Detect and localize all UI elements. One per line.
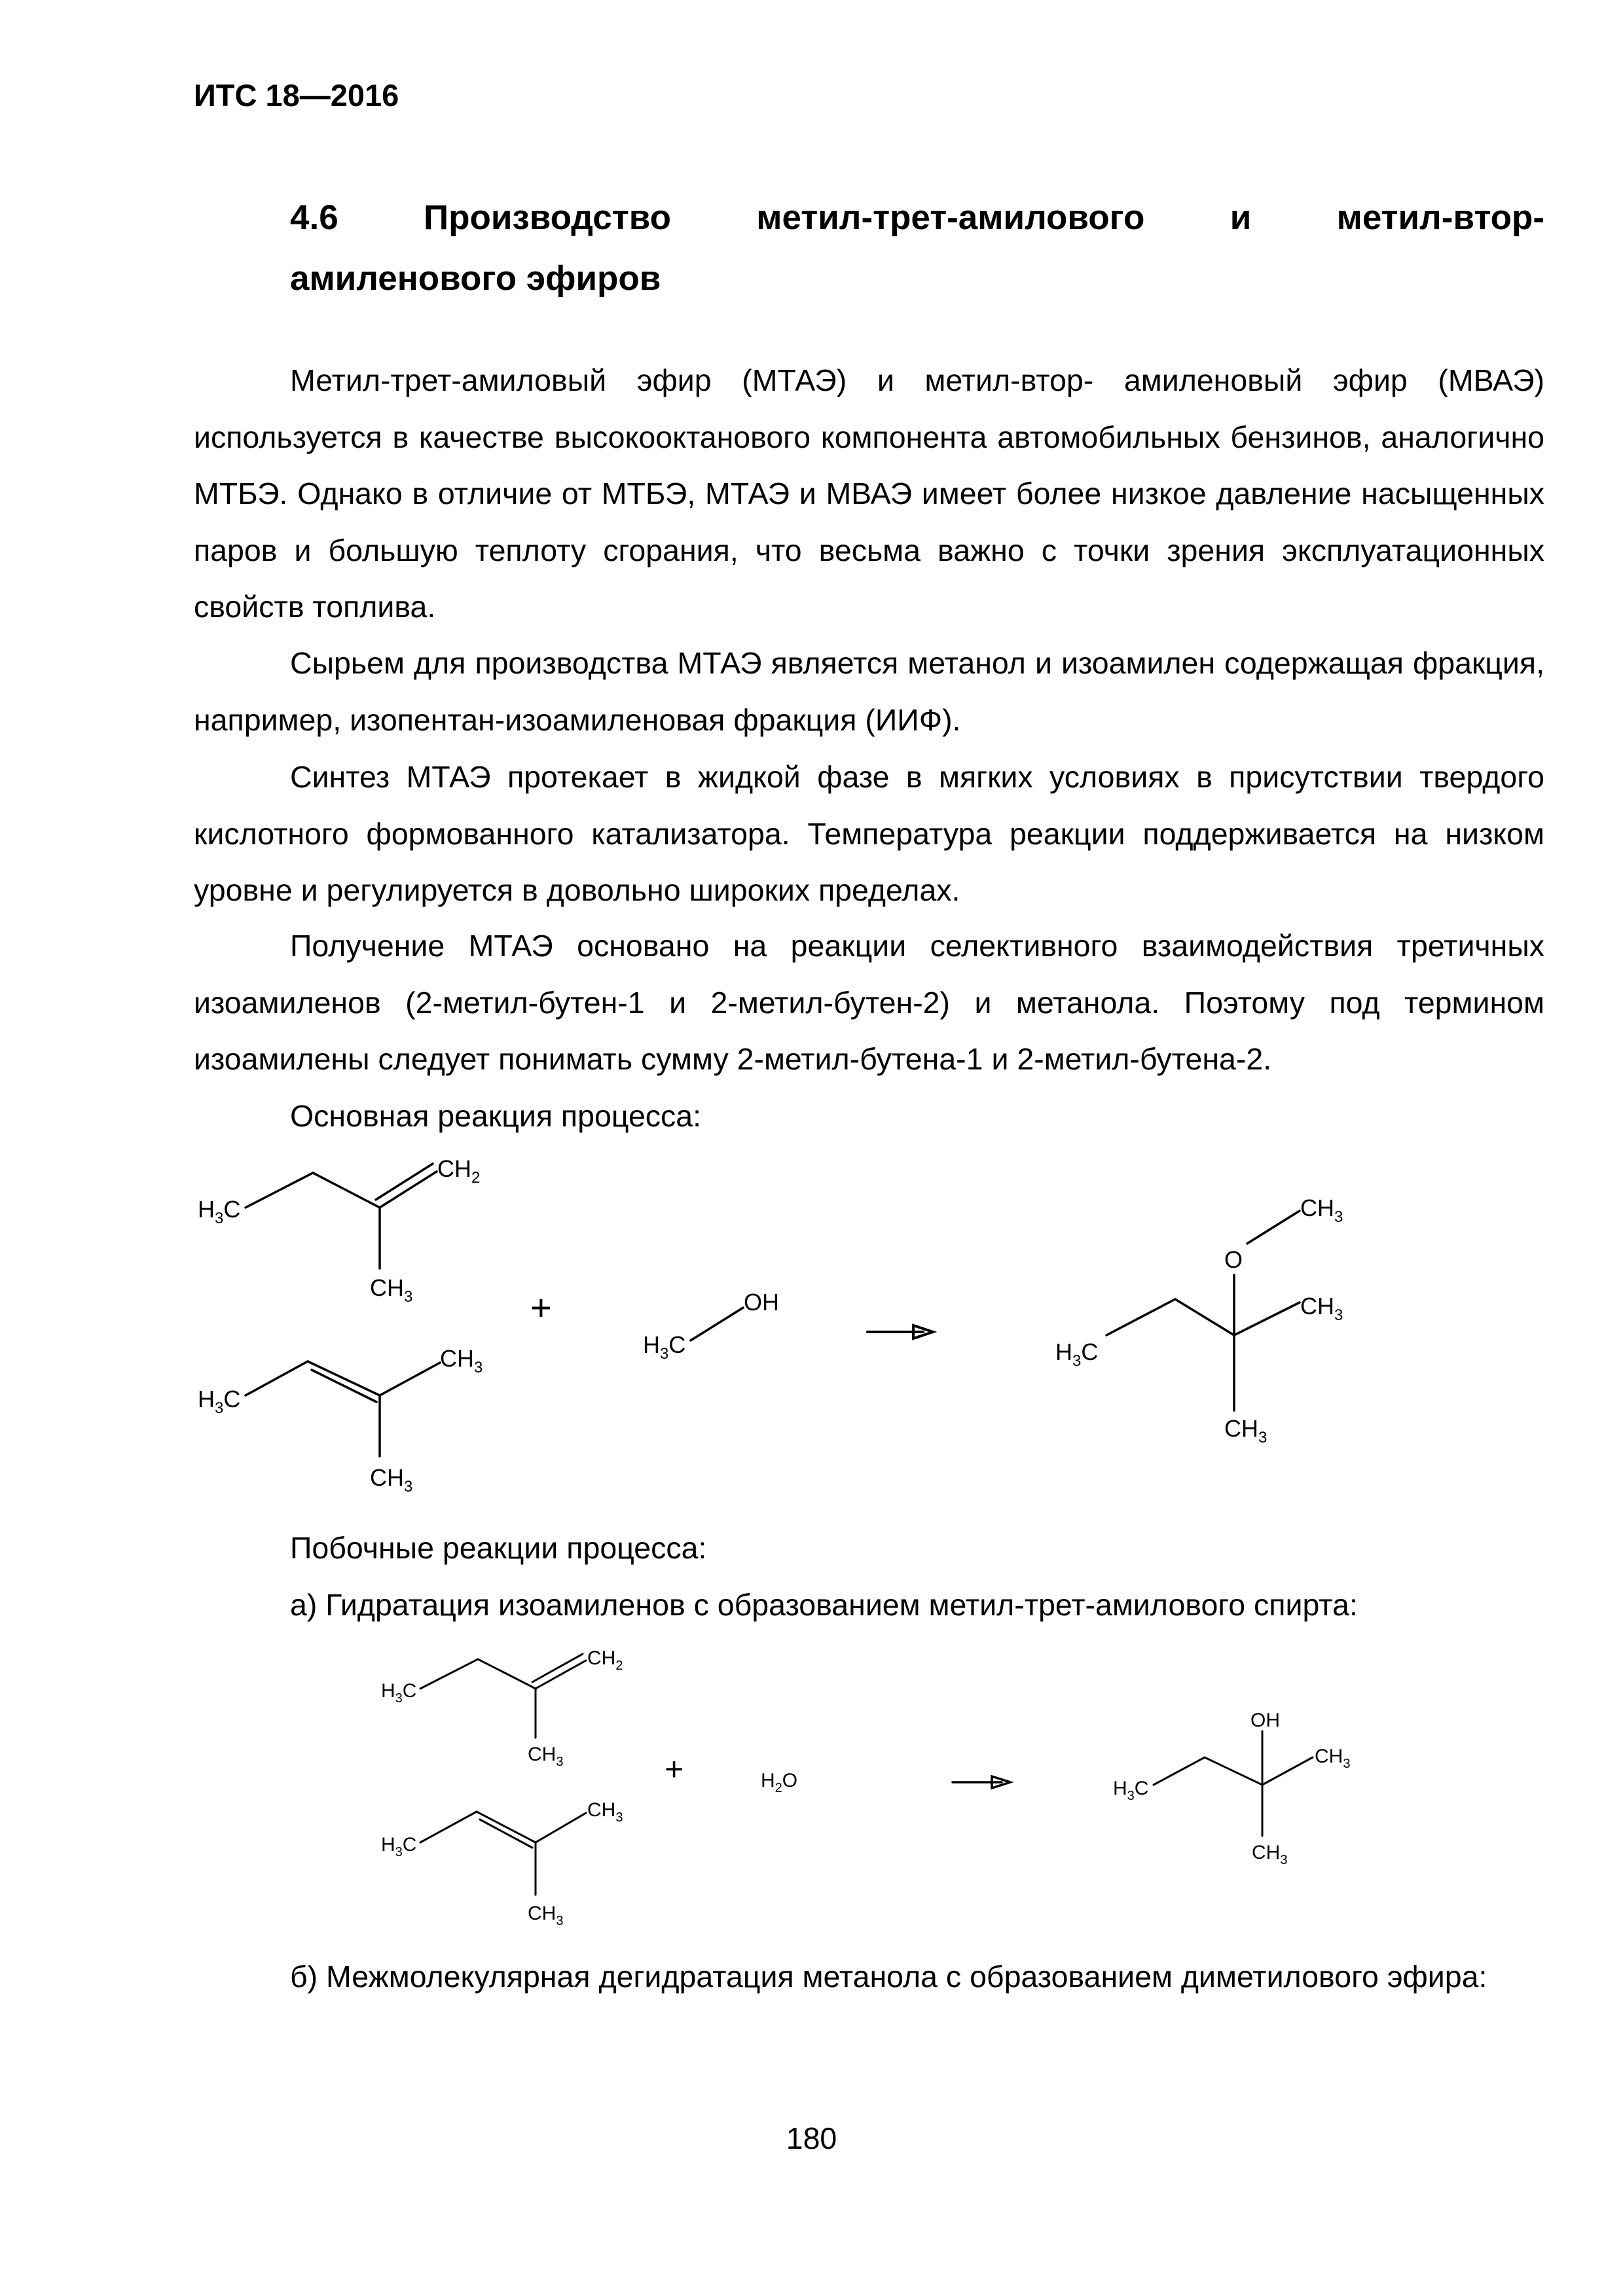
svg-text:H3C: $H_3C$ xyxy=(1055,1338,1099,1370)
svg-text:CH3: $CH_3$ xyxy=(1300,1293,1343,1324)
side-reaction-a-text: а) Гидратация изоамиленов с образованием метил-трет-амилового спирта: xyxy=(290,1588,1358,1622)
svg-text:CH3: $CH_3$ xyxy=(370,1464,413,1496)
svg-text:CH2: $CH_2$ xyxy=(587,1647,623,1673)
svg-text:H3C: $H_3C$ xyxy=(198,1196,241,1227)
svg-text:CH3: $CH_3$ xyxy=(1224,1415,1267,1446)
svg-text:CH3: $CH_3$ xyxy=(528,1744,564,1769)
section-title-word: метил-втор- xyxy=(1336,198,1544,237)
plus-sign: + xyxy=(530,1287,552,1328)
svg-text:OH: OH xyxy=(1250,1710,1280,1731)
svg-text:CH3: $CH_3$ xyxy=(1252,1842,1288,1867)
molecule-mtae xyxy=(1106,1211,1300,1410)
main-reaction-label: Основная реакция процесса: xyxy=(290,1099,702,1133)
svg-text:OH: OH xyxy=(744,1289,779,1316)
svg-text:H3C: $H_3C$ xyxy=(643,1331,686,1363)
svg-text:CH3: $CH_3$ xyxy=(587,1799,623,1825)
molecule-2-methyl-2-butene xyxy=(246,1361,440,1456)
paragraph-feedstock: Сырьем для производства МТАЭ является метанол и изоамилен содержащая фракция, например, изопентан-изоамиленовая фракция (ИИФ). xyxy=(194,646,1544,737)
section-title-line2: амиленового эфиров xyxy=(290,259,661,298)
molecule-tert-amyl-alcohol xyxy=(1154,1731,1313,1836)
molecule-methanol xyxy=(691,1308,743,1340)
side-reaction-b-text: б) Межмолекулярная дегидратация метанола с образованием диметилового эфира: xyxy=(290,1960,1487,1994)
molecule-water: $H_2O$ xyxy=(761,1770,798,1795)
paragraph-synthesis: Синтез МТАЭ протекает в жидкой фазе в мягких условиях в присутствии твердого кислотного формованного катализатора. Температура реакции поддерживается на низком уровне и регулируется в довольно широких пределах. xyxy=(194,760,1544,907)
svg-text:CH2: $CH_2$ xyxy=(437,1155,481,1187)
page-number: 180 xyxy=(786,2121,837,2155)
reaction-arrow xyxy=(953,1776,1010,1788)
section-title-word: и xyxy=(1230,198,1252,237)
hydration-reaction-scheme xyxy=(0,1640,1623,1941)
section-heading xyxy=(290,187,1544,309)
svg-text:H3C: $H_3C$ xyxy=(1113,1778,1149,1803)
molecule-2-methyl-1-butene xyxy=(246,1164,437,1268)
document-code: ИТС 18—2016 xyxy=(194,78,399,113)
svg-text:CH3: $CH_3$ xyxy=(528,1903,564,1928)
section-heading-line1 xyxy=(290,187,1544,248)
paragraph-mtae-intro: Метил-трет-амиловый эфир (МТАЭ) и метил-втор- амиленовый эфир (МВАЭ) используется в качестве высокооктанового компонента автомобильных бензинов, аналогично МТБЭ. Однако в отличие от МТБЭ, МТАЭ и МВАЭ имеет более низкое давление насыщенных паров и большую теплоту сгорания, что весьма важно с точки зрения эксплуатационных свойств топлива. xyxy=(194,363,1544,624)
svg-text:H3C: $H_3C$ xyxy=(381,1834,417,1859)
section-title-word: метил-трет-амилового xyxy=(756,198,1145,237)
atom-h: H xyxy=(198,1196,215,1223)
svg-text:O: O xyxy=(1224,1246,1243,1273)
svg-text:CH3: $CH_3$ xyxy=(370,1274,413,1306)
svg-text:H3C: $H_3C$ xyxy=(198,1386,241,1417)
paragraph-reaction-basis: Получение МТАЭ основано на реакции селективного взаимодействия третичных изоамиленов (2-метил-бутен-1 и 2-метил-бутен-2) и метанола. Поэтому под термином изоамилены следует понимать сумму 2-метил-бутена-1 и 2-метил-бутена-2. xyxy=(194,929,1544,1076)
svg-text:CH3: $CH_3$ xyxy=(440,1345,483,1376)
svg-text:CH3: $CH_3$ xyxy=(1300,1194,1343,1226)
svg-text:H3C: $H_3C$ xyxy=(381,1680,417,1706)
plus-sign: + xyxy=(665,1751,684,1787)
molecule-2-methyl-2-butene-small xyxy=(420,1812,586,1895)
section-title-word: Производство xyxy=(423,198,671,237)
section-number: 4.6 xyxy=(290,198,338,237)
side-reactions-label: Побочные реакции процесса: xyxy=(290,1531,707,1565)
reaction-arrow xyxy=(867,1325,933,1338)
molecule-2-methyl-1-butene-small xyxy=(420,1654,586,1738)
svg-text:CH3: $CH_3$ xyxy=(1315,1746,1351,1771)
main-reaction-scheme xyxy=(0,1139,1623,1532)
